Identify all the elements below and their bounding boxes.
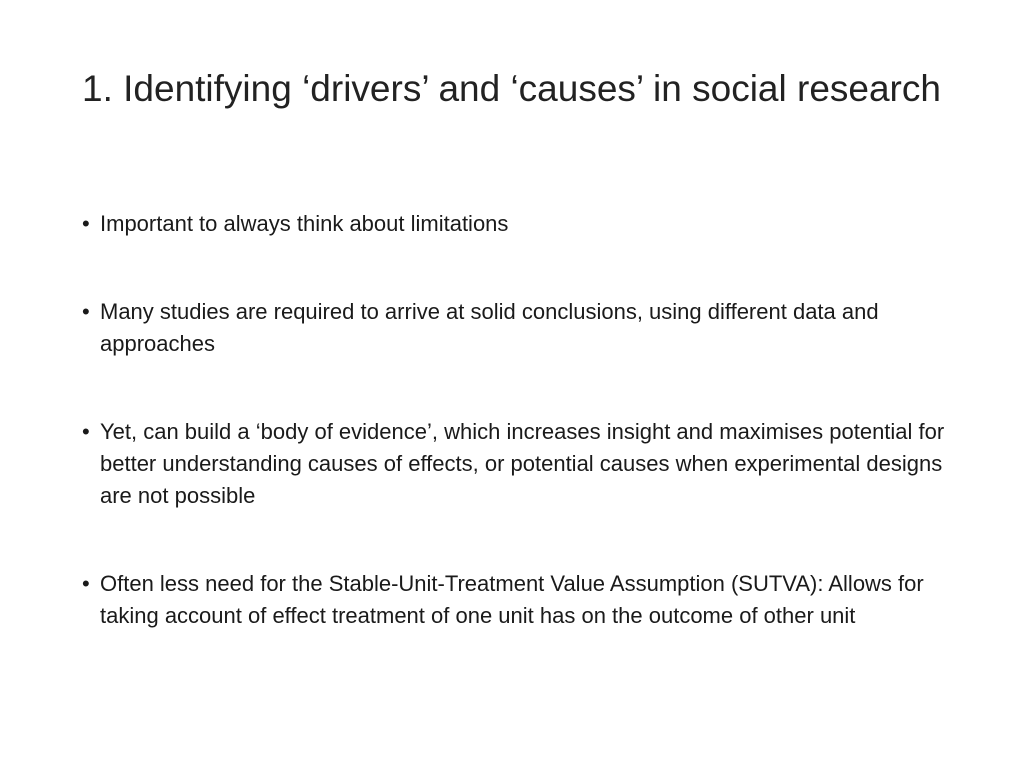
bullet-item xyxy=(82,296,962,360)
bullet-text: Important to always think about limitations xyxy=(100,211,509,236)
bullet-text: Many studies are required to arrive at solid conclusions, using different data and approaches xyxy=(100,299,879,356)
bullet-dot-icon: • xyxy=(82,571,90,596)
bullet-item xyxy=(82,208,962,240)
bullet-dot-icon: • xyxy=(82,211,90,236)
bullet-list xyxy=(82,208,962,632)
bullet-item xyxy=(82,416,962,512)
slide-title: 1. Identifying ‘drivers’ and ‘causes’ in social research xyxy=(82,68,941,109)
bullet-text: Yet, can build a ‘body of evidence’, which increases insight and maximises potential for better understanding causes of effects, or potential causes when experimental designs are not possible xyxy=(100,419,945,508)
bullet-text: Often less need for the Stable-Unit-Treatment Value Assumption (SUTVA): Allows for taking account of effect treatment of one unit has on the outcome of other unit xyxy=(100,571,924,628)
bullet-dot-icon: • xyxy=(82,419,90,444)
bullet-item xyxy=(82,568,962,632)
bullet-dot-icon: • xyxy=(82,299,90,324)
